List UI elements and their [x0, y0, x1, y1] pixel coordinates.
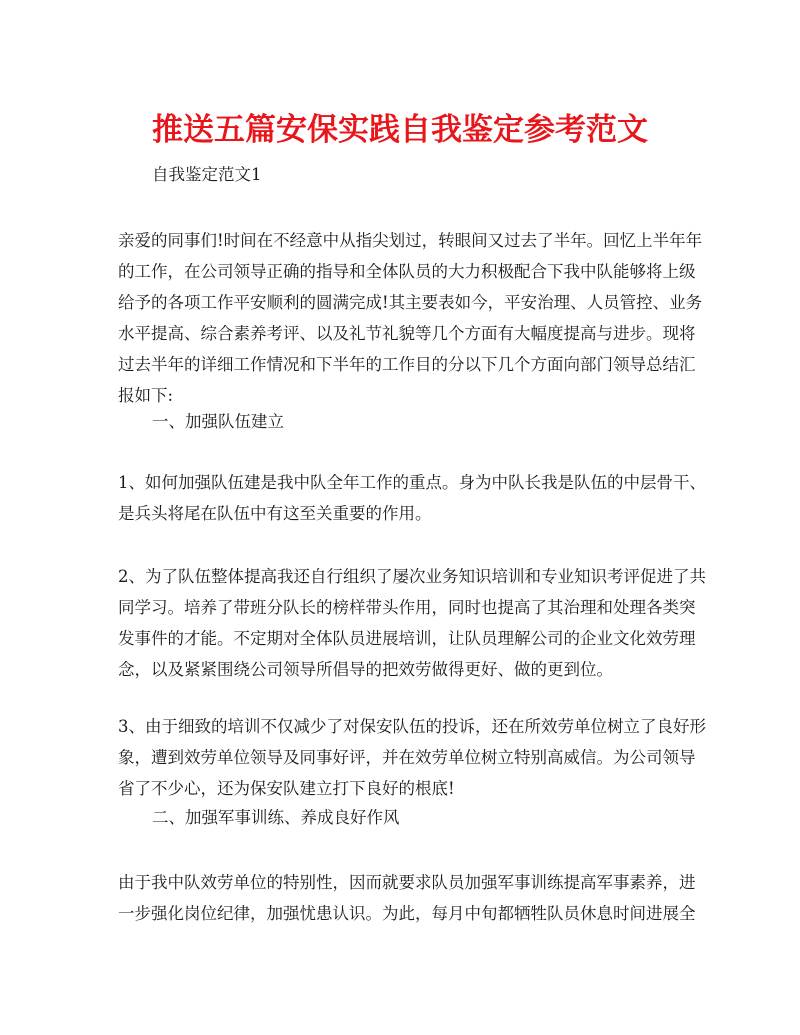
section-2-heading: 二、加强军事训练、养成良好作风	[152, 808, 400, 827]
item-2-line-3: 发事件的才能。不定期对全体队员进展培训，让队员理解公司的企业文化效劳理	[118, 629, 696, 648]
item-3-line-1: 3、由于细致的培训不仅减少了对保安队伍的投诉，还在所效劳单位树立了良好形	[118, 717, 706, 736]
intro-line-3: 给予的各项工作平安顺利的圆满完成!其主要表如今，平安治理、人员管控、业务	[118, 293, 703, 312]
item-2-line-1: 2、为了队伍整体提高我还自行组织了屡次业务知识培训和专业知识考评促进了共	[118, 567, 706, 586]
intro-line-6: 报如下:	[118, 386, 174, 405]
item-3-line-3: 省了不少心，还为保安队建立打下良好的根底!	[118, 779, 455, 798]
item-2-line-2: 同学习。培养了带班分队长的榜样带头作用，同时也提高了其治理和处理各类突	[118, 598, 696, 617]
intro-line-4: 水平提高、综合素养考评、以及礼节礼貌等几个方面有大幅度提高与进步。现将	[118, 324, 696, 343]
intro-line-5: 过去半年的详细工作情况和下半年的工作目的分以下几个方面向部门领导总结汇	[118, 355, 696, 374]
section-2-line-1: 由于我中队效劳单位的特别性，因而就要求队员加强军事训练提高军事素养，进	[118, 873, 696, 892]
item-3-line-2: 象，遭到效劳单位领导及同事好评，并在效劳单位树立特别高威信。为公司领导	[118, 748, 696, 767]
intro-line-1: 亲爱的同事们!时间在不经意中从指尖划过，转眼间又过去了半年。回忆上半年年	[118, 231, 703, 250]
item-1-line-1: 1、如何加强队伍建是我中队全年工作的重点。身为中队长我是队伍的中层骨干、	[118, 473, 706, 492]
subtitle: 自我鉴定范文1	[152, 165, 262, 184]
section-2-line-2: 一步强化岗位纪律，加强忧患认识。为此，每月中旬都牺牲队员休息时间进展全	[118, 904, 696, 923]
document-title: 推送五篇安保实践自我鉴定参考范文	[152, 112, 648, 148]
intro-line-2: 的工作，在公司领导正确的指导和全体队员的大力积极配合下我中队能够将上级	[118, 262, 696, 281]
section-1-heading: 一、加强队伍建立	[152, 412, 284, 431]
item-2-line-4: 念，以及紧紧围绕公司领导所倡导的把效劳做得更好、做的更到位。	[118, 660, 613, 679]
item-1-line-2: 是兵头将尾在队伍中有这至关重要的作用。	[118, 504, 432, 523]
